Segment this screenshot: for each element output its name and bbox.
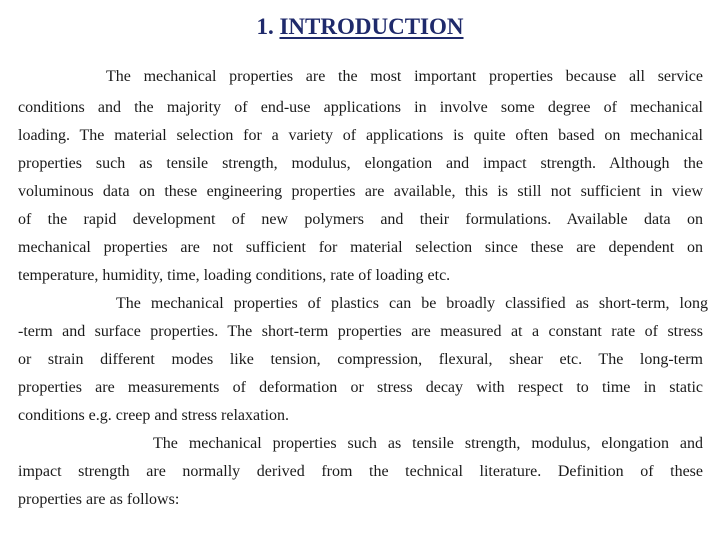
text-line: properties are as follows: (18, 491, 180, 508)
text-line: or strain different modes like tension, compression, flexural, shear etc. The long-term (18, 351, 703, 368)
section-number: 1. (256, 14, 274, 39)
text-line: temperature, humidity, time, loading conditions, rate of loading etc. (18, 267, 451, 284)
page-title (0, 10, 720, 44)
text-line: The mechanical properties such as tensile strength, modulus, elongation and (153, 435, 703, 452)
text-line: The mechanical properties of plastics can be broadly classified as short-term, long (116, 295, 708, 312)
text-line: conditions and the majority of end-use applications in involve some degree of mechanical (18, 99, 703, 116)
text-line: voluminous data on these engineering properties are available, this is still not sufficient in view (18, 183, 703, 200)
text-line: properties are measurements of deformation or stress decay with respect to time in static (18, 379, 703, 396)
text-line: mechanical properties are not sufficient for material selection since these are dependent on (18, 239, 703, 256)
text-line: -term and surface properties. The short-term properties are measured at a constant rate of stress (18, 323, 703, 340)
text-line: properties such as tensile strength, modulus, elongation and impact strength. Although the (18, 155, 703, 172)
text-line: of the rapid development of new polymers and their formulations. Available data on (18, 211, 703, 228)
text-line: impact strength are normally derived from the technical literature. Definition of these (18, 463, 703, 480)
text-line: The mechanical properties are the most important properties because all service (106, 68, 703, 85)
text-line: conditions e.g. creep and stress relaxation. (18, 407, 290, 424)
section-title: INTRODUCTION (279, 14, 464, 39)
text-line: loading. The material selection for a variety of applications is quite often based on mechanical (18, 127, 703, 144)
